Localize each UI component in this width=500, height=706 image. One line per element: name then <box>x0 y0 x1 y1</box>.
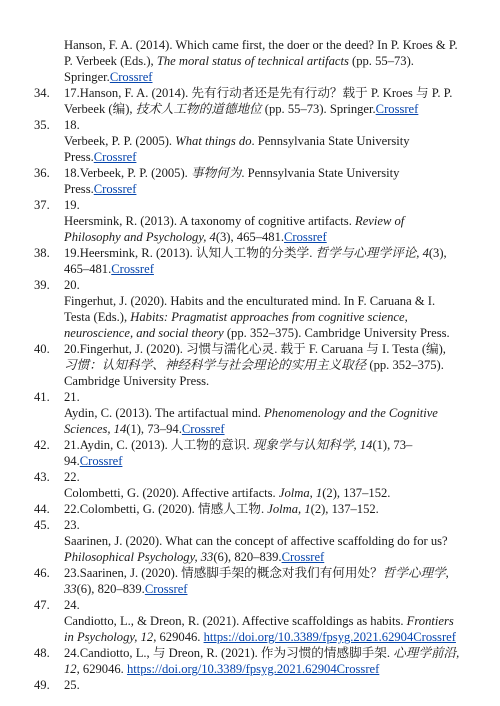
reference-item <box>0 277 500 341</box>
crossref-link[interactable]: Crossref <box>93 182 137 196</box>
reference-italic-text: Review of Philosophy and Psychology, 4 <box>64 214 405 244</box>
reference-item <box>0 165 500 197</box>
crossref-link[interactable]: Crossref <box>109 70 153 84</box>
reference-text: (pp. 352–375). Cambridge University Press. <box>64 358 444 388</box>
reference-text: (6), 820–839. <box>213 550 282 564</box>
reference-number: 37. <box>34 198 50 212</box>
reference-text: 25. <box>64 678 80 692</box>
reference-text: . Pennsylvania State University Press. <box>64 134 410 164</box>
reference-text: Hanson, F. A. (2014). Which came first, the doer or the deed? In P. Kroes & P. P. Verbeek (Eds.), <box>64 38 458 68</box>
reference-text: . Pennsylvania State University Press. <box>64 166 400 196</box>
reference-number: 41. <box>34 390 50 404</box>
reference-number: 35. <box>34 118 50 132</box>
reference-text: 23. <box>64 518 80 532</box>
reference-text: Aydin, C. (2013). The artifactual mind. <box>64 406 265 420</box>
reference-text: 20.Fingerhut, J. (2020). 习惯与濡化心灵. 载于 F. Caruana 与 I. Testa (编), <box>64 342 446 356</box>
reference-text: (1), 73–94. <box>64 438 413 468</box>
reference-italic-text: 心理学前沿, 12 <box>64 646 460 676</box>
reference-item <box>0 645 500 677</box>
reference-text: 18. <box>64 118 80 132</box>
reference-italic-text: Phenomenology and the Cognitive Sciences, 14 <box>64 406 438 436</box>
reference-italic-text: 现象学与认知科学, 14 <box>252 438 373 452</box>
reference-number: 38. <box>34 246 50 260</box>
reference-text: Saarinen, J. (2020). What can the concept of affective scaffolding do for us? <box>64 534 448 548</box>
reference-text: 20. <box>64 278 80 292</box>
reference-text: Colombetti, G. (2020). Affective artifacts. <box>64 486 279 500</box>
reference-italic-text: Frontiers in Psychology, 12 <box>64 614 454 644</box>
reference-text: (6), 820–839. <box>76 582 145 596</box>
reference-number: 48. <box>34 646 50 660</box>
doi-link[interactable]: https://doi.org/10.3389/fpsyg.2021.62904Crossref <box>126 662 380 676</box>
reference-text: Fingerhut, J. (2020). Habits and the enculturated mind. In F. Caruana & I. Testa (Eds.), <box>64 294 436 324</box>
doi-link[interactable]: https://doi.org/10.3389/fpsyg.2021.62904Crossref <box>203 630 456 644</box>
reference-text: 22.Colombetti, G. (2020). 情感人工物. <box>64 502 268 516</box>
reference-item <box>0 517 500 565</box>
reference-item <box>0 469 500 501</box>
reference-text: Heersmink, R. (2013). A taxonomy of cognitive artifacts. <box>64 214 355 228</box>
reference-text: (3), 465–481. <box>215 230 285 244</box>
reference-item <box>0 565 500 597</box>
reference-text: Candiotto, L., & Dreon, R. (2021). Affective scaffoldings as habits. <box>64 614 407 628</box>
reference-text: 19. <box>64 198 80 212</box>
reference-item <box>0 85 500 117</box>
reference-text: 21. <box>64 390 80 404</box>
reference-text: (pp. 55–73). Springer. <box>64 54 414 84</box>
crossref-link[interactable]: Crossref <box>375 102 419 116</box>
crossref-link[interactable]: Crossref <box>111 262 154 276</box>
crossref-link[interactable]: Crossref <box>93 150 137 164</box>
reference-text: 23.Saarinen, J. (2020). 情感脚手架的概念对我们有何用处？ <box>64 566 383 580</box>
reference-text: (pp. 352–375). Cambridge University Press. <box>223 326 450 340</box>
reference-text: 24.Candiotto, L., 与 Dreon, R. (2021). 作为习惯的情感脚手架. <box>64 646 394 660</box>
reference-text: 19.Heersmink, R. (2013). 认知人工物的分类学. <box>64 246 316 260</box>
reference-italic-text: Jolma, 1 <box>278 486 323 500</box>
reference-number: 46. <box>34 566 50 580</box>
crossref-link[interactable]: Crossref <box>181 422 225 436</box>
reference-number: 43. <box>34 470 50 484</box>
reference-text: 22. <box>64 470 80 484</box>
reference-italic-text: Habits: Pragmatist approaches from cognitive science, neuroscience, and social theory <box>64 310 408 340</box>
reference-text: , 629046. <box>76 662 127 676</box>
reference-item <box>0 245 500 277</box>
reference-text: (2), 137–152. <box>310 502 379 516</box>
reference-text: , 629046. <box>153 630 204 644</box>
reference-number: 36. <box>34 166 50 180</box>
reference-item <box>0 597 500 645</box>
crossref-link[interactable]: Crossref <box>144 582 188 596</box>
reference-number: 47. <box>34 598 50 612</box>
reference-italic-text: What things do <box>175 134 252 148</box>
reference-italic-text: 事物何为 <box>190 166 242 180</box>
reference-text: (2), 137–152. <box>322 486 391 500</box>
reference-italic-text: 习惯：认知科学、神经科学与社会理论的实用主义取径 <box>64 358 367 372</box>
reference-item <box>0 197 500 245</box>
reference-italic-text: 哲学心理学, 33 <box>64 566 449 596</box>
reference-number: 34. <box>34 86 50 100</box>
reference-italic-text: 哲学与心理学评论, 4 <box>315 246 429 260</box>
reference-italic-text: The moral status of technical artifacts <box>156 54 349 68</box>
reference-text: (pp. 55–73). Springer. <box>261 102 376 116</box>
reference-text: 24. <box>64 598 80 612</box>
reference-text: 18.Verbeek, P. P. (2005). <box>64 166 191 180</box>
reference-list <box>0 37 500 693</box>
reference-item <box>0 437 500 469</box>
crossref-link[interactable]: Crossref <box>79 454 123 468</box>
crossref-link[interactable]: Crossref <box>284 230 327 244</box>
reference-number: 40. <box>34 342 50 356</box>
reference-text: Verbeek, P. P. (2005). <box>64 134 176 148</box>
reference-italic-text: Philosophical Psychology, 33 <box>64 550 214 564</box>
reference-item <box>0 501 500 517</box>
reference-item <box>0 341 500 389</box>
reference-number: 45. <box>34 518 50 532</box>
reference-item <box>0 389 500 437</box>
reference-item <box>0 37 500 85</box>
reference-text: (1), 73–94. <box>126 422 182 436</box>
reference-text: 21.Aydin, C. (2013). 人工物的意识. <box>64 438 253 452</box>
reference-italic-text: Jolma, 1 <box>267 502 311 516</box>
reference-number: 44. <box>34 502 50 516</box>
reference-text: 17.Hanson, F. A. (2014). 先有行动者还是先有行动？载于 P. Kroes 与 P. P. Verbeek (编), <box>64 86 453 116</box>
reference-number: 42. <box>34 438 50 452</box>
crossref-link[interactable]: Crossref <box>281 550 325 564</box>
reference-text: (3), 465–481. <box>64 246 447 276</box>
reference-number: 39. <box>34 278 50 292</box>
reference-item <box>0 677 500 693</box>
reference-italic-text: 技术人工物的道德地位 <box>135 102 262 116</box>
reference-number: 49. <box>34 678 50 692</box>
reference-item <box>0 117 500 165</box>
